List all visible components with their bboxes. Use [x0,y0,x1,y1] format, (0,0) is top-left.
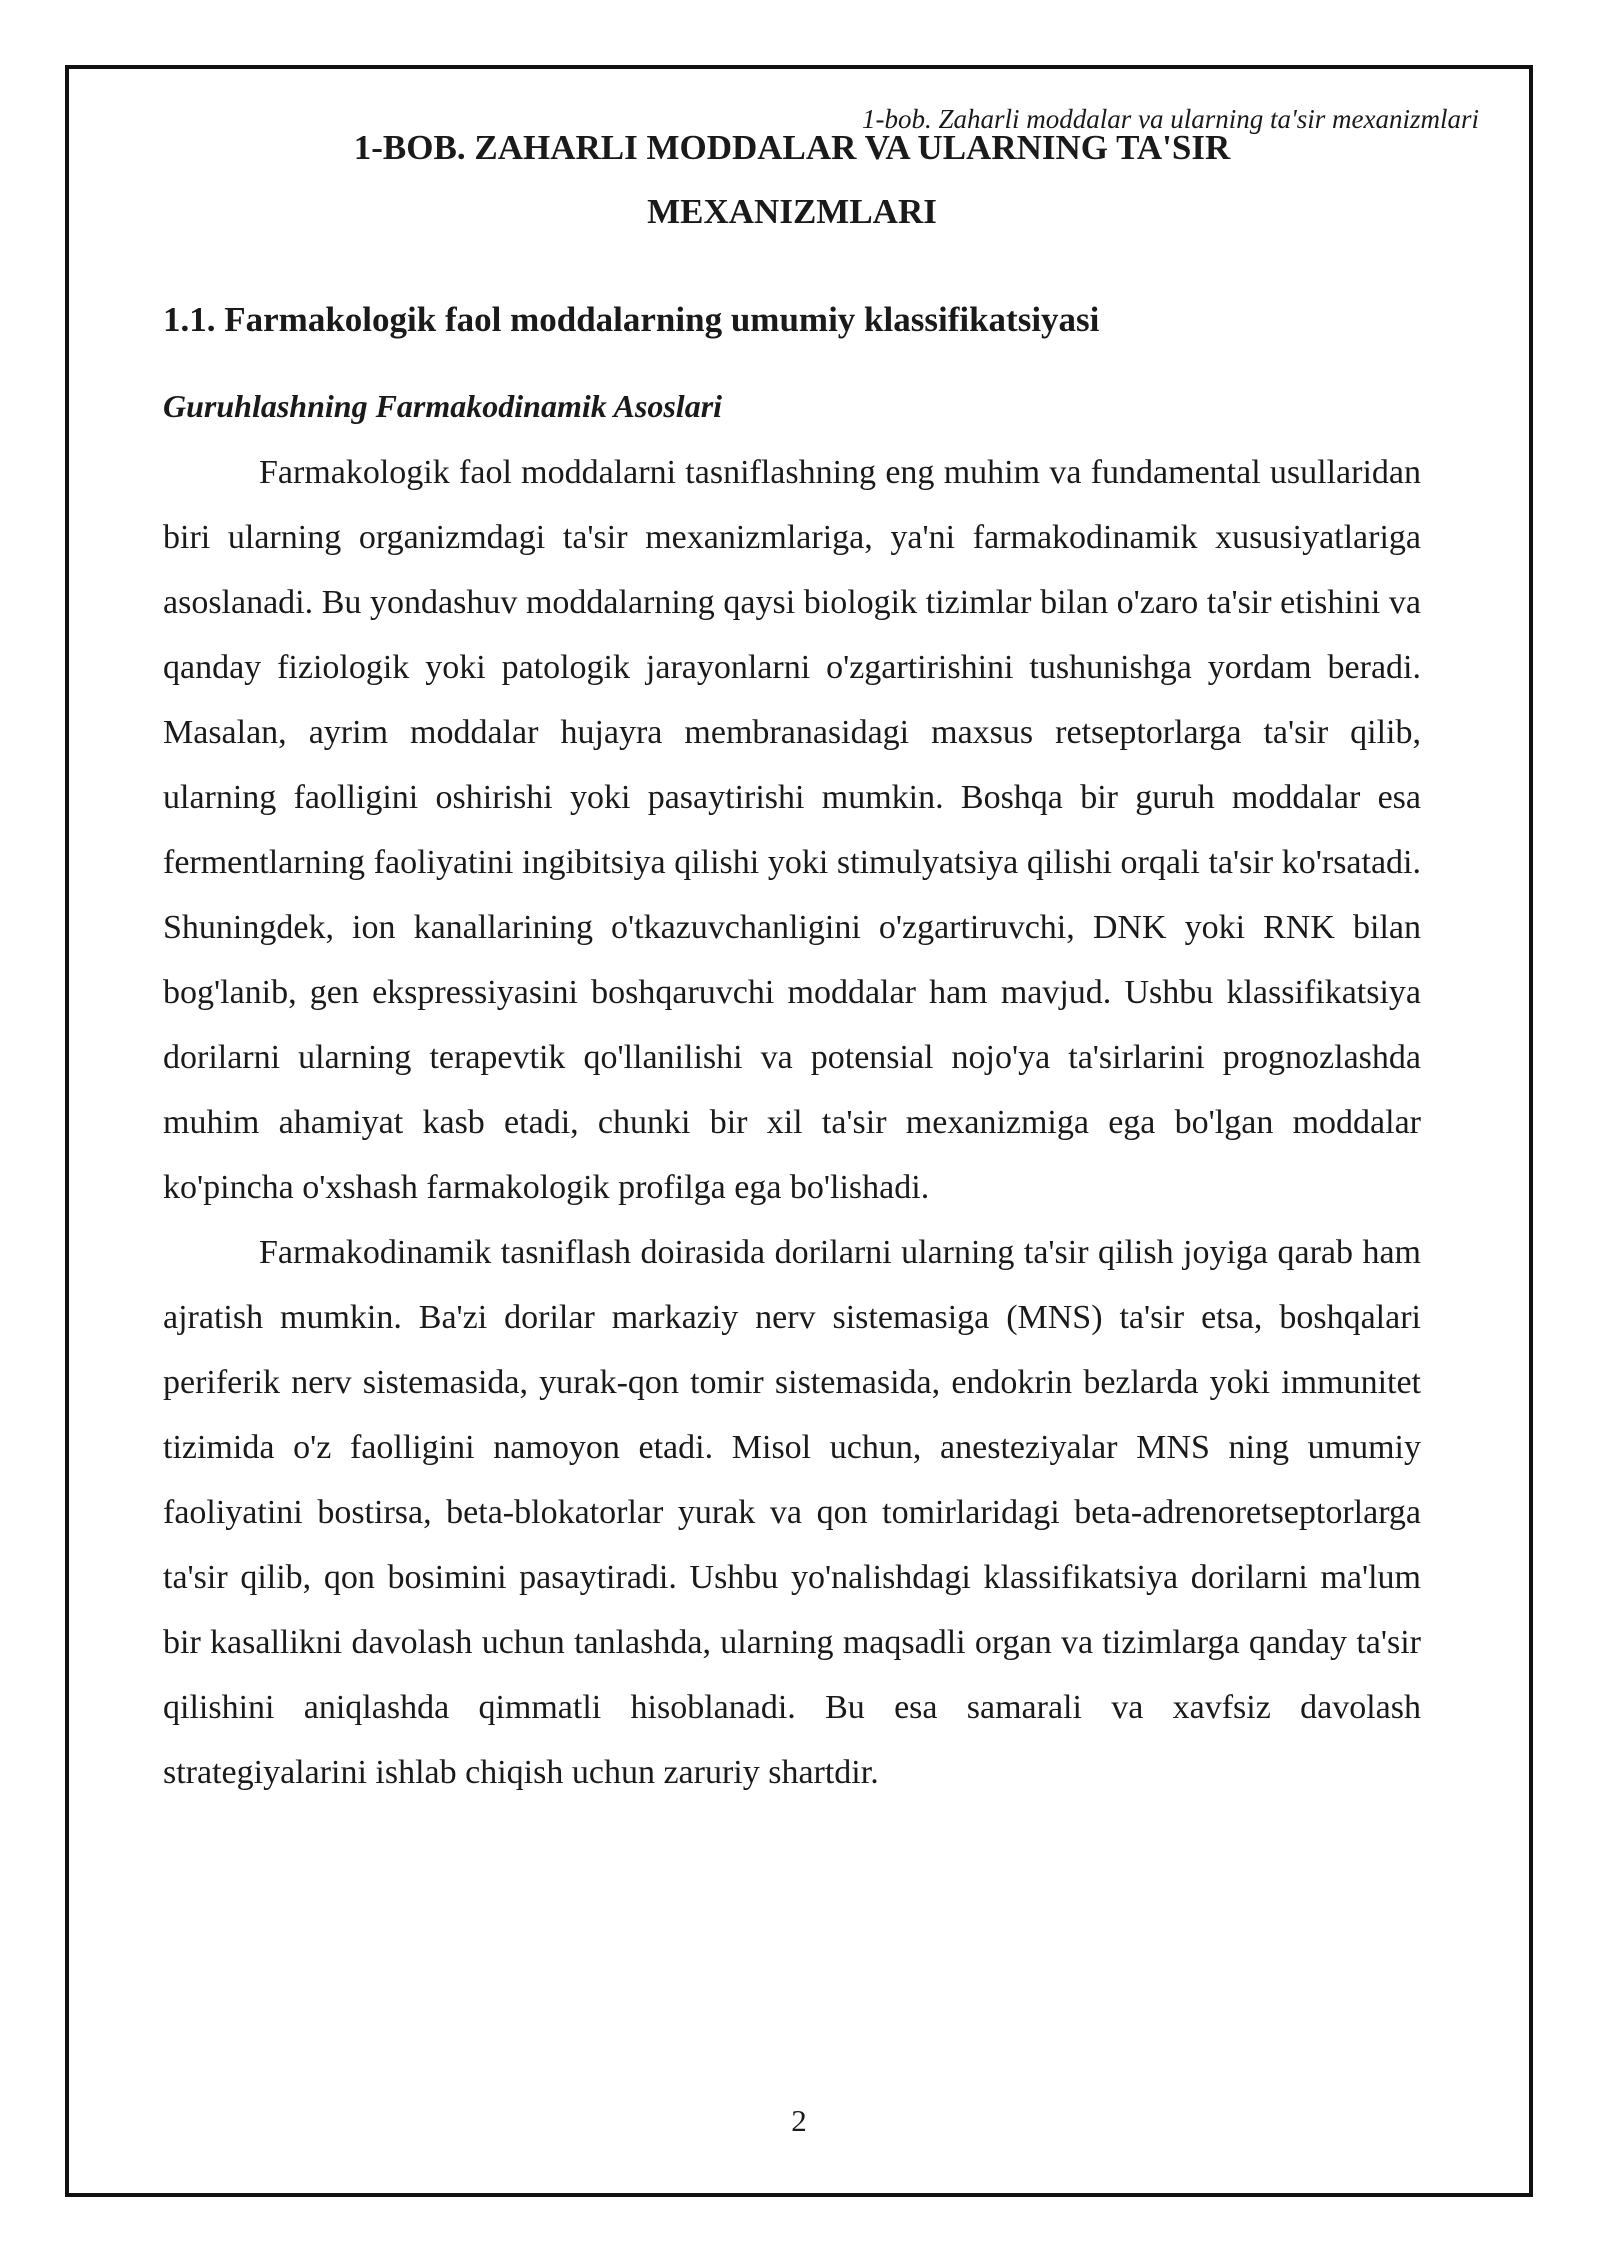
chapter-title [163,116,1421,244]
subsection-title: Guruhlashning Farmakodinamik Asoslari [163,388,723,424]
running-header: 1-bob. Zaharli moddalar va ularning ta'sir mexanizmlari [861,104,1479,134]
body-paragraph-1: Farmakologik faol moddalarni tasniflashning eng muhim va fundamental usullaridan biri ularning organizmdagi ta'sir mexanizmlariga, ya'ni farmakodinamik xususiyatlariga asoslanadi. Bu yondashuv moddalarning qaysi biologik tizimlar bilan o'zaro ta'sir etishini va qanday fiziologik yoki patologik jarayonlarni o'zgartirishini tushunishga yordam beradi. Masalan, ayrim moddalar hujayra membranasidagi maxsus retseptorlarga ta'sir qilib, ularning faolligini oshirishi yoki pasaytirishi mumkin. Boshqa bir guruh moddalar esa fermentlarning faoliyatini ingibitsiya qilishi yoki stimulyatsiya qilishi orqali ta'sir ko'rsatadi. Shuningdek, ion kanallarining o'tkazuvchanligini o'zgartiruvchi, DNK yoki RNK bilan bog'lanib, gen ekspressiyasini boshqaruvchi moddalar ham mavjud. Ushbu klassifikatsiya dorilarni ularning terapevtik qo'llanilishi va potensial nojo'ya ta'sirlarini prognozlashda muhim ahamiyat kasb etadi, chunki bir xil ta'sir mexanizmiga ega bo'lgan moddalar ko'pincha o'xshash farmakologik profilga ega bo'lishadi. [163,454,1421,1206]
chapter-title-line-1: 1-BOB. ZAHARLI MODDALAR VA ULARNING TA'SIR [353,128,1231,167]
page-number: 2 [791,2103,807,2138]
body-paragraph-2: Farmakodinamik tasniflash doirasida dorilarni ularning ta'sir qilish joyiga qarab ham ajratish mumkin. Ba'zi dorilar markaziy nerv sistemasiga (MNS) ta'sir etsa, boshqalari periferik nerv sistemasida, yurak-qon tomir sistemasida, endokrin bezlarda yoki immunitet tizimida o'z faolligini namoyon etadi. Misol uchun, anesteziyalar MNS ning umumiy faoliyatini bostirsa, beta-blokatorlar yurak va qon tomirlaridagi beta-adrenoretseptorlarga ta'sir qilib, qon bosimini pasaytiradi. Ushbu yo'nalishdagi klassifikatsiya dorilarni ma'lum bir kasallikni davolash uchun tanlashda, ularning maqsadli organ va tizimlarga qanday ta'sir qilishini aniqlashda qimmatli hisoblanadi. Bu esa samarali va xavfsiz davolash strategiyalarini ishlab chiqish uchun zaruriy shartdir. [163,1234,1421,1791]
chapter-title-line-2: MEXANIZMLARI [647,192,937,231]
page-content [163,116,1421,1805]
section-title: 1.1. Farmakologik faol moddalarning umumiy klassifikatsiyasi [163,300,1100,339]
